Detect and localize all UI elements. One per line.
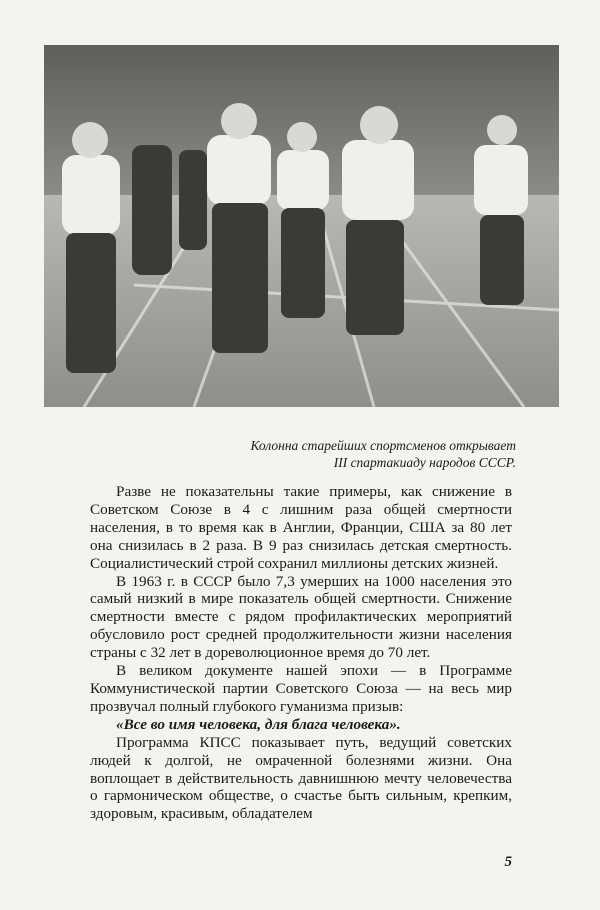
paragraph: В 1963 г. в СССР было 7,3 умерших на 1000 населения это самый низкий в мире показатель общей смертности. Снижение смертности вместе с рядом профилактических мероприятий обусловило рост средней продолжительности жизни населения страны с 32 лет в дореволюционное время до 70 лет. (90, 572, 512, 662)
page-number: 5 (504, 854, 512, 870)
photo-parade-icon (44, 45, 559, 407)
article-body (90, 483, 512, 823)
paragraph: Разве не показательны такие примеры, как снижение в Советском Союзе в 4 с лишним раза общей смертности населения, в то время как в Англии, Франции, США за 80 лет она снизилась в 2 раза. В 9 раз снизилась детская смертность. Социалистический строй сохранил миллионы детских жизней. (90, 483, 512, 572)
paragraph: Программа КПСС показывает путь, ведущий советских людей к долгой, не омраченной болезнями жизни. Она воплощает в действительность давнишнюю мечту человечества о гармоническом обществе, о счастье быть сильным, крепким, здоровым, красивым, обладателем (90, 733, 512, 823)
paragraph: В великом документе нашей эпохи — в Программе Коммунистической партии Советского Союза — на весь мир прозвучал полный глубокого гуманизма призыв: (90, 662, 512, 715)
stadium-photo (44, 45, 559, 407)
photo-caption (156, 437, 516, 471)
caption-line-2: III спартакиаду народов СССР. (333, 455, 516, 470)
caption-line-1: Колонна старейших спортсменов открывает (250, 438, 516, 453)
slogan: «Все во имя человека, для блага человека». (116, 715, 401, 733)
